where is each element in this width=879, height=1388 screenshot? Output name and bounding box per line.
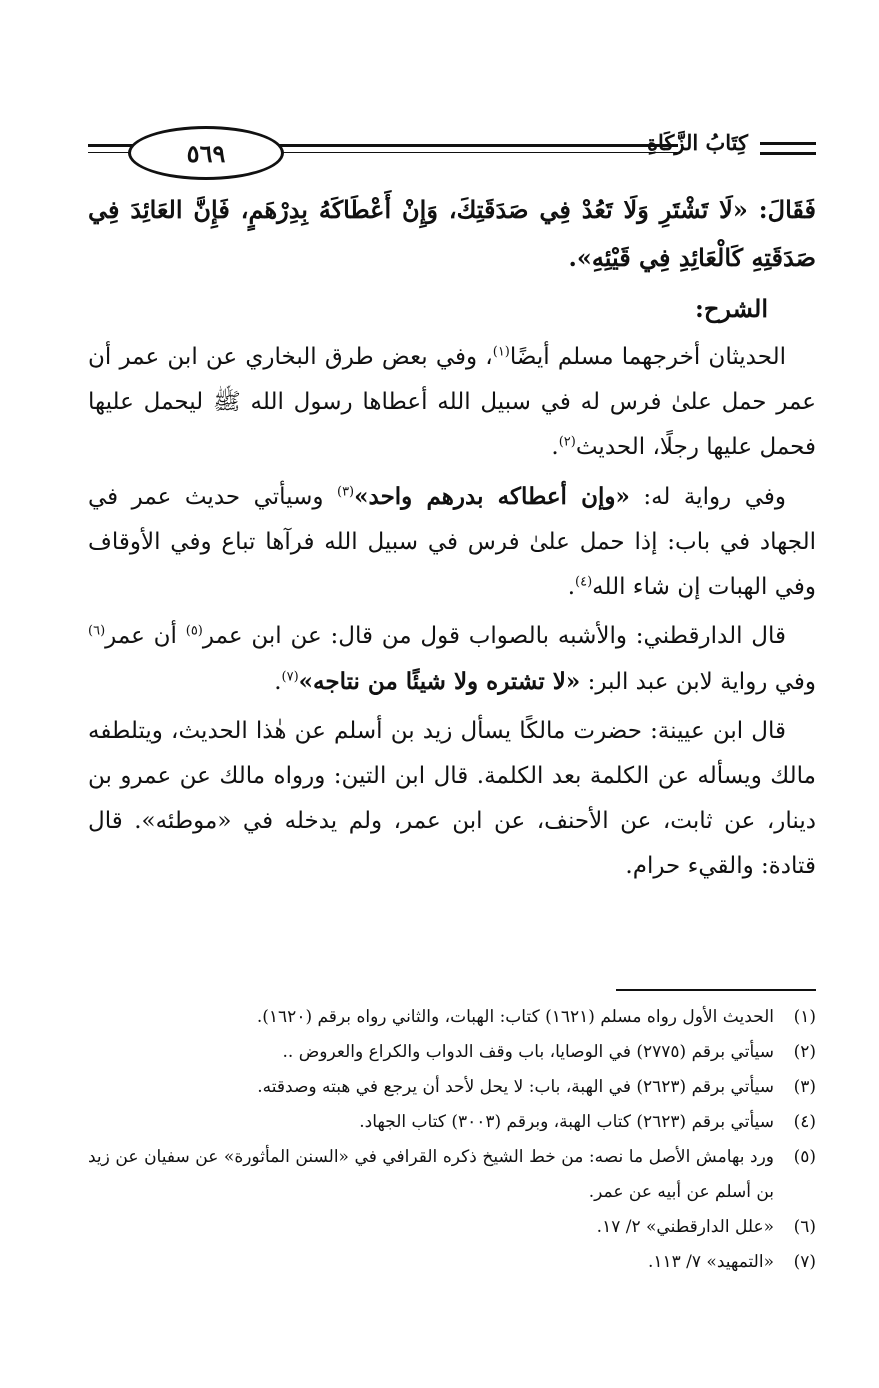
page-number: ٥٦٩ — [186, 138, 226, 168]
p1-end: . — [551, 434, 559, 460]
footnote-number: (٤) — [793, 1112, 816, 1132]
p2-end: . — [567, 574, 576, 600]
footnote-text: سيأتي برقم (٢٦٢٣) في الهبة، باب: لا يحل لأحد أن يرجع في هبته وصدقته. — [257, 1077, 774, 1097]
p3-text-a: قال الدارقطني: والأشبه بالصواب قول من قال: عن ابن عمر — [202, 623, 786, 649]
header-rule-middle-top — [278, 144, 678, 147]
paragraph-2 — [88, 474, 816, 610]
p2-text-b: وسيأتي حديث عمر في الجهاد في باب: إذا حمل علىٰ فرس في سبيل الله فرآها تباع وفي الأوقاف وفي الهبات إن شاء الله — [88, 484, 816, 600]
header-rule-right-top — [760, 142, 816, 145]
p1-text-b: ، وفي بعض طرق البخاري عن ابن عمر أن عمر حمل علىٰ فرس له في سبيل الله أعطاها رسول الله ﷺ ليحمل عليها فحمل عليها رجلًا، الحديث — [88, 344, 816, 460]
header-rule-middle-bottom — [278, 152, 678, 153]
sharh-heading: الشرح: — [695, 294, 768, 323]
footnote-text: سيأتي برقم (٢٧٧٥) في الوصايا، باب وقف الدواب والكراع والعروض .. — [282, 1042, 774, 1062]
footnote-4 — [88, 1105, 816, 1140]
footnote-text: «التمهيد» ٧/ ١١٣. — [647, 1252, 774, 1272]
footnote-text: الحديث الأول رواه مسلم (١٦٢١) كتاب: الهبات، والثاني رواه برقم (١٦٢٠). — [256, 1007, 774, 1027]
footnote-2 — [88, 1035, 816, 1070]
footnote-3 — [88, 1070, 816, 1105]
footnote-ref-6: (٦) — [88, 623, 106, 639]
footnote-5 — [88, 1140, 816, 1210]
footnote-text: ورد بهامش الأصل ما نصه: من خط الشيخ ذكره القرافي في «السنن المأثورة» عن سفيان عن زيد بن أسلم عن أبيه عن عمر. — [88, 1147, 774, 1202]
footnote-ref-4: (٤) — [575, 574, 593, 590]
p2-text-a: وفي رواية له: — [629, 484, 787, 510]
p3-quote: «لا تشتره ولا شيئًا من نتاجه» — [298, 668, 581, 695]
footnote-text: سيأتي برقم (٢٦٢٣) كتاب الهبة، وبرقم (٣٠٠٣) كتاب الجهاد. — [359, 1112, 774, 1132]
page-number-badge — [128, 126, 284, 180]
paragraph-1 — [88, 335, 816, 470]
main-text — [88, 186, 816, 893]
footnote-number: (١) — [793, 1007, 816, 1027]
p3-text-c: وفي رواية لابن عبد البر: — [580, 669, 816, 695]
footnote-number: (٥) — [793, 1147, 816, 1167]
p3-end: . — [274, 669, 282, 695]
footnote-ref-5: (٥) — [185, 623, 203, 639]
paragraph-3 — [88, 614, 816, 705]
page-header — [88, 122, 816, 180]
footnote-number: (٧) — [793, 1252, 816, 1272]
footnote-1 — [88, 1000, 816, 1035]
running-title: كِتَابُ الزَّكَاةِ — [646, 130, 748, 155]
p3-text-b: أن عمر — [105, 623, 186, 649]
footnote-ref-2: (٢) — [558, 434, 576, 450]
hadith-text: فَقَالَ: «لَا تَشْتَرِ وَلَا تَعُدْ فِي صَدَقَتِكَ، وَإِنْ أَعْطَاكَهُ بِدِرْهَمٍ، فَإِنَّ العَائِدَ فِي صَدَقَتِهِ كَالْعَائِدِ فِي قَيْئِهِ». — [88, 195, 816, 272]
footnote-ref-3: (٣) — [336, 484, 355, 500]
footnote-ref-7: (٧) — [281, 669, 299, 685]
footnote-separator — [616, 989, 816, 991]
footnote-7 — [88, 1245, 816, 1280]
footnote-ref-1: (١) — [492, 344, 510, 360]
footnote-number: (٦) — [793, 1217, 816, 1237]
p1-text: الحديثان أخرجهما مسلم أيضًا — [509, 344, 786, 370]
footnote-number: (٢) — [793, 1042, 816, 1062]
footnote-number: (٣) — [793, 1077, 816, 1097]
footnote-6 — [88, 1210, 816, 1245]
footnote-text: «علل الدارقطني» ٢/ ١٧. — [596, 1217, 774, 1237]
paragraph-4: قال ابن عيينة: حضرت مالكًا يسأل زيد بن أسلم عن هٰذا الحديث، ويتلطفه مالك ويسأله عن الكلمة بعد الكلمة. قال ابن التين: ورواه مالك عن عمرو بن دينار، عن ثابت، عن الأحنف، عن ابن عمر، ولم يدخله في «موطئه». قال قتادة: والقيء حرام. — [88, 718, 816, 879]
footnotes — [88, 1000, 816, 1280]
p2-quote: «وإن أعطاكه بدرهم واحد» — [354, 483, 630, 510]
header-rule-right-bottom — [760, 152, 816, 155]
